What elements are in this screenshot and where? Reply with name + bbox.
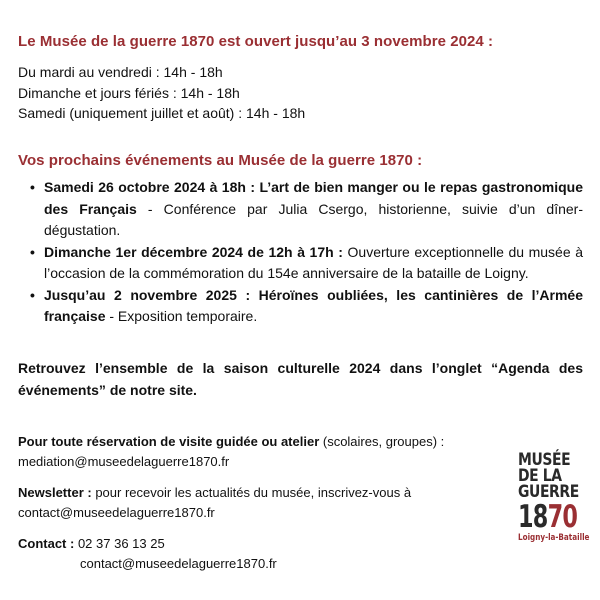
logo-year-part2: 70 <box>547 499 578 535</box>
event-item-exhibition <box>0 285 600 328</box>
event-heading: Dimanche 1er décembre 2024 de 12h à 17h : <box>44 243 343 260</box>
event-description: - Exposition temporaire. <box>105 308 258 324</box>
contact-phone[interactable]: 02 37 36 13 25 <box>74 536 165 551</box>
events-list <box>0 177 600 328</box>
event-description: Ouverture exceptionnelle du musée à l’occasion de la commémoration du 154e anniversaire de la bataille de Loigny. <box>44 243 583 281</box>
contact-label: Contact : <box>18 536 75 551</box>
bullet-icon: • <box>30 179 35 195</box>
event-item-conference <box>0 177 600 242</box>
hours-line-weekdays: Du mardi au vendredi : 14h - 18h <box>18 64 223 80</box>
newsletter-block <box>18 483 498 523</box>
reservation-label: Pour toute réservation de visite guidée ou atelier <box>18 434 320 449</box>
reservation-email-link[interactable]: mediation@museedelaguerre1870.fr <box>18 454 230 469</box>
newsletter-label: Newsletter : <box>18 485 92 500</box>
logo-year-part1: 18 <box>518 499 548 535</box>
event-heading: Jusqu’au 2 novembre 2025 : Héroïnes oubliées, les cantinières de l’Armée française <box>44 286 583 324</box>
museum-logo <box>518 450 590 558</box>
newsletter-details: pour recevoir les actualités du musée, inscrivez-vous à <box>91 485 412 500</box>
opening-hours-title: Le Musée de la guerre 1870 est ouvert jusqu’au 3 novembre 2024 : <box>18 33 494 50</box>
newsletter-email-link[interactable]: contact@museedelaguerre1870.fr <box>18 505 215 520</box>
logo-line-guerre: GUERRE <box>518 482 579 502</box>
logo-line-de-la: DE LA <box>518 466 562 486</box>
opening-hours-list <box>18 62 305 124</box>
reservation-details: (scolaires, groupes) : <box>319 434 445 449</box>
logo-place: Loigny-la-Bataille <box>518 533 590 543</box>
hours-line-sunday-holidays: Dimanche et jours fériés : 14h - 18h <box>18 84 240 101</box>
logo-line-musee: MUSÉE <box>518 450 571 470</box>
reservation-block <box>18 432 498 472</box>
hours-line-saturday: Samedi (uniquement juillet et août) : 14h - 18h <box>18 105 306 121</box>
cultural-season-note: Retrouvez l’ensemble de la saison culturelle 2024 dans l’onglet “Agenda des événements” de notre site. <box>18 360 583 398</box>
bullet-icon: • <box>30 243 35 260</box>
contact-email-link[interactable]: contact@museedelaguerre1870.fr <box>80 556 277 571</box>
event-heading: Samedi 26 octobre 2024 à 18h : L’art de bien manger ou le repas gastronomique des Français <box>44 179 583 217</box>
event-description: - Conférence par Julia Csergo, historienne, suivie d’un dîner-dégustation. <box>44 200 583 238</box>
event-item-commemoration <box>0 242 600 285</box>
contact-block <box>18 534 498 574</box>
events-title: Vos prochains événements au Musée de la guerre 1870 : <box>18 152 423 169</box>
logo-year <box>518 499 578 535</box>
bullet-icon: • <box>30 286 35 303</box>
